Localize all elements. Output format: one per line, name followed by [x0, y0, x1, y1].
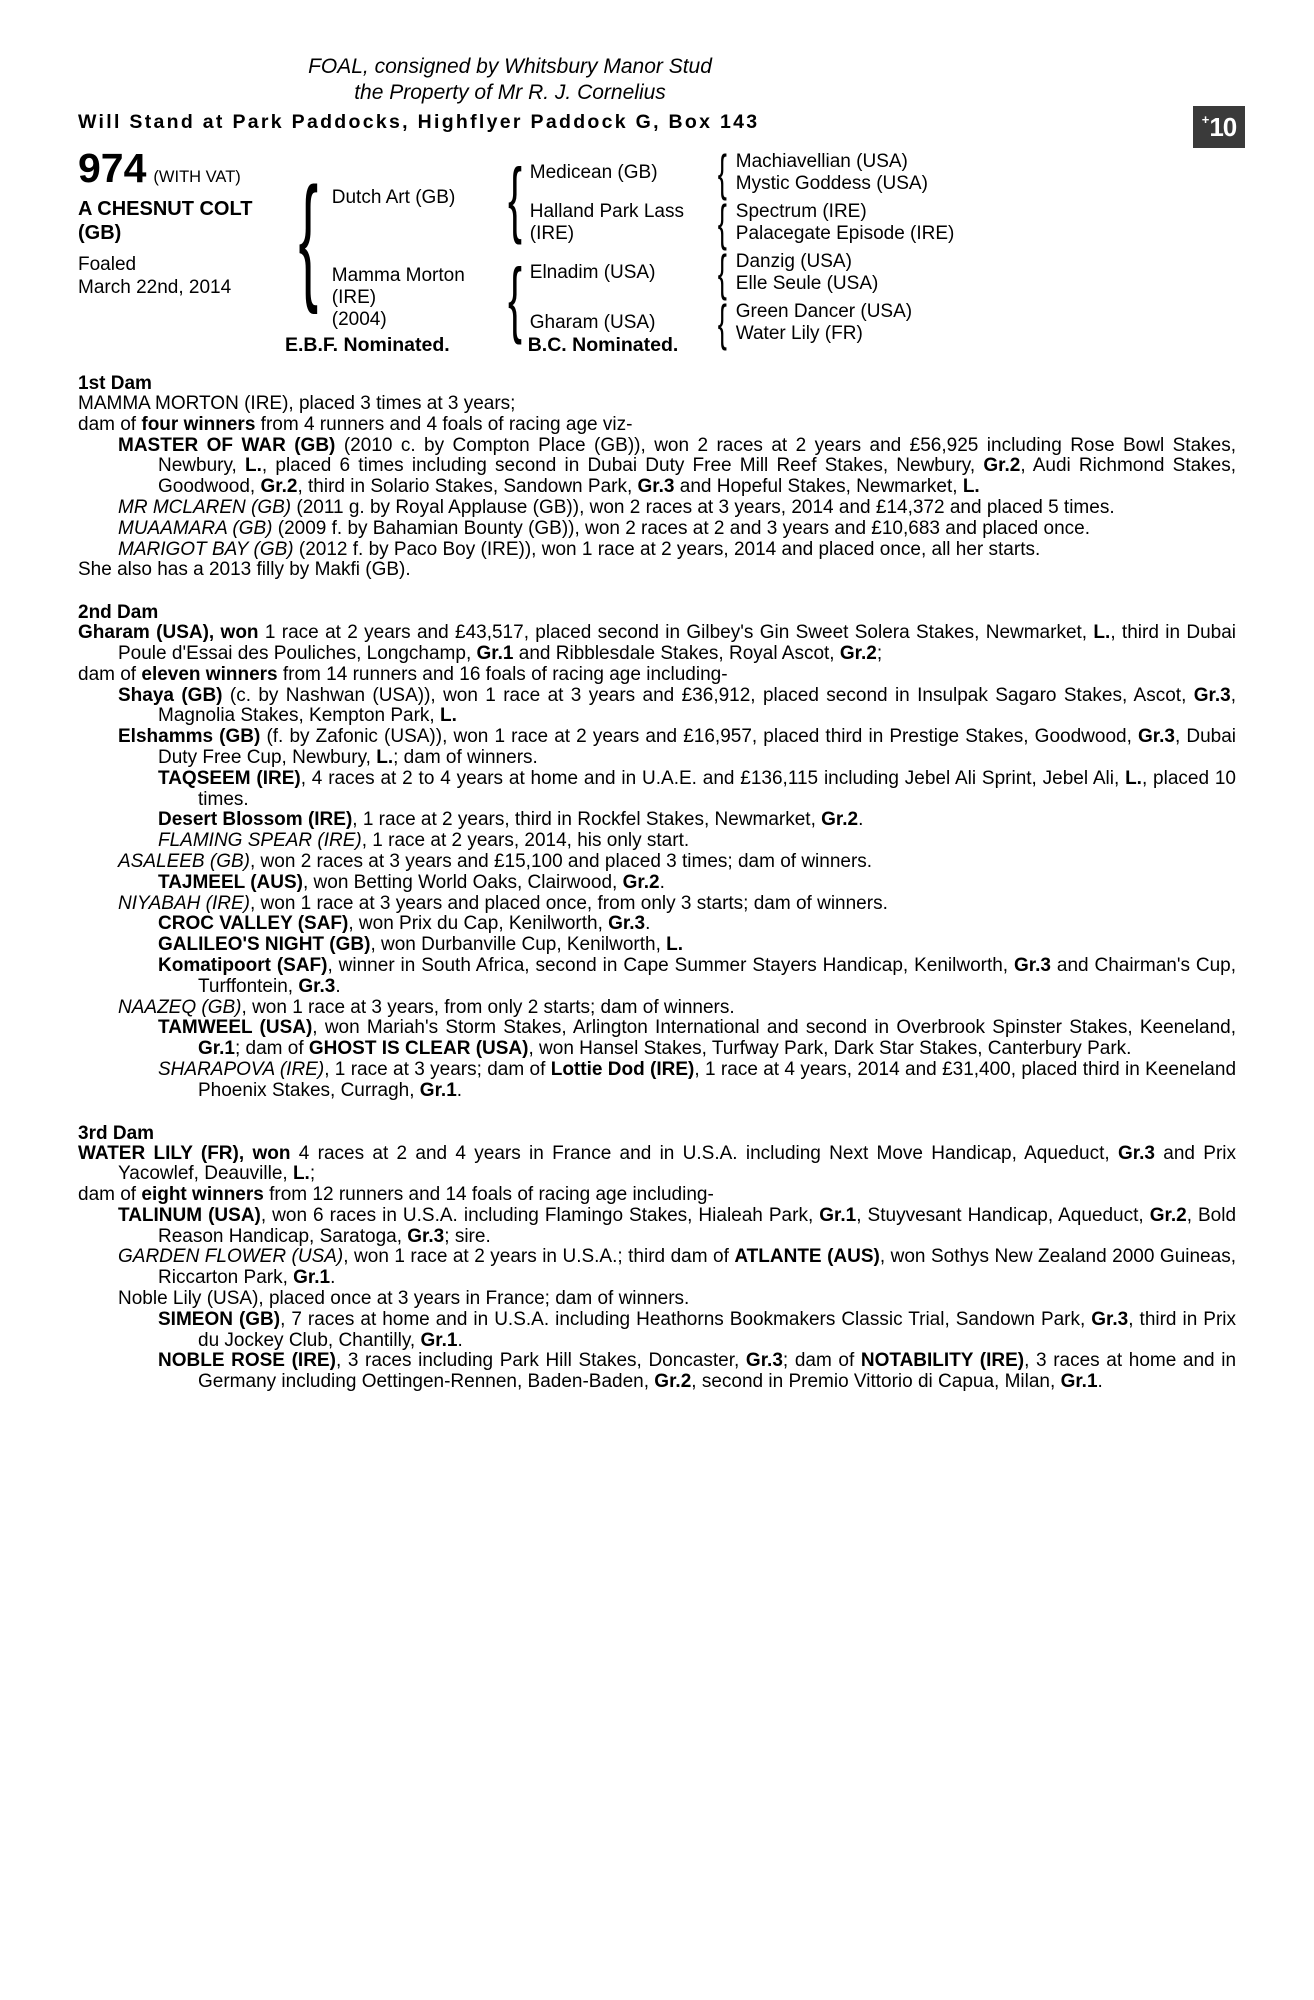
text-segment: Gr.2 — [983, 455, 1021, 477]
text-segment: . — [858, 809, 864, 831]
dam-sire-parents — [736, 248, 1236, 298]
text-segment: (2012 f. by Paco Boy (IRE)), won 1 race at 2 years, 2014 and placed once, all her starts. — [293, 538, 1041, 560]
catalog-paragraph — [78, 1018, 1236, 1060]
catalog-paragraph — [78, 1310, 1236, 1352]
text-segment: , third in Dubai Poule d'Essai des Pouliches, Longchamp, — [118, 622, 1237, 664]
sire-sire-quarter — [529, 145, 1236, 201]
text-segment: Elshamms (GB) — [118, 726, 261, 748]
text-segment: FLAMING SPEAR (IRE) — [158, 830, 362, 852]
catalog-paragraph — [78, 394, 1236, 415]
text-segment: . — [659, 871, 665, 893]
section-2nd-dam — [78, 602, 1236, 1101]
text-segment: Gr.2 — [1149, 1204, 1187, 1226]
text-segment: Lottie Dod (IRE) — [550, 1058, 695, 1080]
text-segment: ; — [876, 642, 883, 664]
text-segment: Noble Lily (USA), placed once at 3 years in France; dam of winners. — [118, 1288, 690, 1310]
text-segment: and Prix Yacowlef, Deauville, — [118, 1142, 1236, 1185]
sire-parents — [529, 145, 1236, 251]
dam-dam-parents — [736, 298, 1236, 348]
text-segment: ; dam of — [234, 1038, 309, 1060]
catalog-paragraph — [78, 560, 1236, 581]
dam-parents — [529, 245, 1236, 351]
great-granddam-4: Water Lily (FR) — [735, 323, 863, 344]
text-segment: . — [335, 975, 341, 997]
text-segment: SIMEON (GB) — [158, 1308, 281, 1330]
catalog-paragraph — [78, 956, 1236, 998]
text-segment: , 7 races at home and in U.S.A. including Heathorns Bookmakers Classic Trial, Sandown Park, — [280, 1308, 1092, 1330]
foaled-date: March 22nd, 2014 — [78, 277, 232, 298]
section-3rd-dam — [78, 1123, 1236, 1394]
text-segment: , placed 10 times. — [198, 767, 1237, 810]
text-segment: , third in Prix du Jockey Club, Chantilly, — [198, 1308, 1236, 1351]
section-heading-3rd-dam: 3rd Dam — [78, 1122, 155, 1144]
text-segment: TAQSEEM (IRE) — [158, 767, 301, 789]
text-segment: L. — [1093, 622, 1111, 644]
text-segment: , 1 race at 2 years, third in Rockfel Stakes, Newmarket, — [352, 809, 822, 831]
vat-note: (WITH VAT) — [153, 168, 241, 186]
text-segment: (2011 g. by Royal Applause (GB)), won 2 races at 3 years, 2014 and £14,372 and placed 5 times. — [291, 496, 1115, 518]
section-heading-1st-dam: 1st Dam — [78, 373, 152, 394]
catalog-paragraph — [78, 436, 1236, 498]
logo-number: 10 — [1209, 111, 1237, 142]
text-segment: , 4 races at 2 to 4 years at home and in U.A.E. and £136,115 including Jebel Ali Sprint, Jebel Ali, — [300, 767, 1126, 789]
catalog-paragraph — [78, 665, 1236, 686]
text-segment: eleven winners — [141, 663, 278, 685]
text-segment: NIYABAH (IRE) — [118, 892, 250, 914]
text-segment: Gr.3 — [1193, 684, 1231, 706]
text-segment: TAMWEEL (USA) — [158, 1017, 313, 1039]
text-segment: L. — [1125, 767, 1142, 789]
sire-half — [331, 145, 1236, 251]
text-segment: , won Mariah's Storm Stakes, Arlington International and second in Overbrook Spinster Stakes, Keeneland, — [312, 1017, 1236, 1039]
text-segment: 4 races at 2 and 4 years in France and in U.S.A. including Next Move Handicap, Aqueduct, — [290, 1142, 1118, 1164]
text-segment: , won 1 race at 2 years in U.S.A.; third dam of — [343, 1246, 735, 1268]
text-segment: from 12 runners and 14 foals of racing age including- — [263, 1184, 714, 1206]
text-segment: (2010 c. by Compton Place (GB)), won 2 races at 2 years and £56,925 including Rose Bowl Stakes, Newbury, — [158, 434, 1236, 477]
text-segment: ; dam of winners. — [393, 746, 538, 768]
catalog-paragraph — [78, 498, 1236, 519]
great-grandsire-1: Machiavellian (USA) — [735, 151, 908, 172]
text-segment: Gr.1 — [419, 1079, 457, 1101]
catalog-paragraph — [78, 519, 1236, 540]
sale-book-logo — [1193, 106, 1245, 148]
sire-dam-name-line2: (IRE) — [529, 223, 575, 244]
logo-plus-icon: + — [1201, 111, 1210, 127]
text-segment: dam of — [78, 1184, 142, 1206]
lot-number-line — [78, 145, 285, 191]
text-segment: Gr.1 — [420, 1329, 458, 1351]
text-segment: 1 race at 2 years and £43,517, placed second in Gilbey's Gin Sweet Solera Stakes, Newmarket, — [258, 622, 1094, 644]
sire-dam-name-line1: Halland Park Lass — [529, 201, 684, 222]
catalog-paragraph — [78, 415, 1236, 436]
text-segment: Gr.3 — [637, 476, 675, 498]
text-segment: and Ribblesdale Stakes, Royal Ascot, — [513, 642, 840, 664]
text-segment: Gr.1 — [198, 1038, 235, 1060]
dam-sire-quarter — [529, 245, 1236, 301]
stand-location-line: Will Stand at Park Paddocks, Highflyer Paddock G, Box 143 — [78, 111, 760, 133]
dam-dam-name-line: Gharam (USA) — [529, 312, 656, 333]
section-paragraphs-2nd-dam — [78, 623, 1236, 1101]
text-segment: MASTER OF WAR (GB) — [118, 434, 336, 456]
brace-sire-dam-parents-icon: { — [718, 195, 728, 251]
dam-name-line1: Mamma Morton — [331, 265, 465, 286]
dam-name-line3: (2004) — [331, 309, 387, 330]
text-segment: , 3 races including Park Hill Stakes, Doncaster, — [335, 1350, 746, 1372]
text-segment: MARIGOT BAY (GB) — [118, 538, 294, 560]
text-segment: , 1 race at 3 years; dam of — [324, 1058, 551, 1080]
text-segment: SHARAPOVA (IRE) — [158, 1058, 325, 1080]
text-segment: Gr.3 — [1014, 954, 1051, 976]
dam-name-line2: (IRE) — [331, 287, 377, 308]
text-segment: NOBLE ROSE (IRE) — [158, 1350, 336, 1372]
catalog-paragraph — [78, 852, 1236, 873]
text-segment: eight winners — [141, 1184, 264, 1206]
sire-dam-name — [530, 198, 710, 248]
text-segment: L. — [666, 934, 684, 956]
text-segment: Gr.2 — [654, 1371, 692, 1393]
text-segment: Gr.3 — [298, 975, 336, 997]
text-segment: , won 2 races at 3 years and £15,100 and placed 3 times; dam of winners. — [250, 850, 873, 872]
foaled-block — [78, 253, 285, 299]
text-segment: , 1 race at 4 years, 2014 and £31,400, placed third in Keeneland Phoenix Stakes, Curragh, — [198, 1058, 1237, 1101]
lot-info — [78, 145, 285, 326]
text-segment: , won Betting World Oaks, Clairwood, — [302, 871, 623, 893]
catalog-paragraph — [78, 540, 1236, 561]
text-segment: GHOST IS CLEAR (USA) — [308, 1038, 529, 1060]
catalog-body — [78, 373, 1236, 1393]
catalog-paragraph — [78, 727, 1236, 769]
brace-dam-dam-parents-icon: { — [718, 295, 728, 351]
lot-number: 974 — [78, 145, 147, 191]
catalog-paragraph — [78, 1144, 1236, 1186]
lot-description — [78, 197, 285, 245]
text-segment: dam of — [78, 413, 142, 435]
text-segment: four winners — [141, 413, 256, 435]
dam-sire-name — [530, 248, 710, 298]
section-1st-dam — [78, 373, 1236, 581]
property-line: the Property of Mr R. J. Cornelius — [354, 81, 666, 104]
text-segment: Gr.3 — [407, 1225, 445, 1247]
section-heading-2nd-dam: 2nd Dam — [78, 602, 159, 624]
text-segment: L. — [376, 746, 394, 768]
text-segment: L. — [439, 705, 457, 727]
text-segment: . — [645, 913, 651, 935]
catalog-paragraph — [78, 623, 1236, 665]
catalog-paragraph — [78, 831, 1236, 852]
text-segment: , won 1 race at 3 years, from only 2 starts; dam of winners. — [241, 996, 735, 1018]
brace-generation1-icon: { — [298, 158, 319, 315]
brace-sire-parents-icon: { — [507, 151, 522, 245]
sire-name — [332, 148, 500, 248]
lot-description-line2: (GB) — [78, 222, 122, 244]
text-segment: ; — [309, 1163, 316, 1185]
text-segment: , won Prix du Cap, Kenilworth, — [348, 913, 609, 935]
text-segment: MR MCLAREN (GB) — [118, 496, 292, 518]
sire-dam-parents — [736, 198, 1236, 248]
text-segment: and Hopeful Stakes, Newmarket, — [674, 476, 963, 498]
catalog-paragraph — [78, 998, 1236, 1019]
text-segment: TAJMEEL (AUS) — [158, 871, 303, 893]
text-segment: (f. by Zafonic (USA)), won 1 race at 2 years and £16,957, placed third in Prestige Stakes, Goodwood, — [260, 726, 1138, 748]
text-segment: Gr.2 — [622, 871, 660, 893]
brace-dam-parents-icon: { — [507, 251, 522, 345]
great-grandsire-2: Spectrum (IRE) — [735, 201, 867, 222]
text-segment: , second in Premio Vittorio di Capua, Milan, — [691, 1371, 1061, 1393]
catalog-paragraph — [78, 1206, 1236, 1248]
text-segment: MAMMA MORTON (IRE), placed 3 times at 3 years; — [78, 393, 516, 414]
text-segment: Gr.2 — [260, 476, 298, 498]
catalog-paragraph — [78, 1247, 1236, 1289]
text-segment: , 3 races at home and in Germany including Oettingen-Rennen, Baden-Baden, — [198, 1350, 1237, 1393]
text-segment: , won 6 races in U.S.A. including Flamingo Stakes, Hialeah Park, — [260, 1204, 820, 1226]
text-segment: GALILEO'S NIGHT (GB) — [158, 934, 371, 956]
text-segment: Gr.2 — [821, 809, 859, 831]
text-segment: , won Hansel Stakes, Turfway Park, Dark Star Stakes, Canterbury Park. — [528, 1038, 1132, 1060]
text-segment: , winner in South Africa, second in Cape Summer Stayers Handicap, Kenilworth, — [327, 954, 1014, 976]
great-granddam-1: Mystic Goddess (USA) — [735, 173, 928, 194]
text-segment: She also has a 2013 filly by Makfi (GB). — [78, 559, 411, 581]
dam-name — [332, 248, 500, 348]
text-segment: Gr.1 — [293, 1267, 331, 1289]
text-segment: from 4 runners and 4 foals of racing age viz- — [255, 413, 633, 435]
text-segment: ASALEEB (GB) — [118, 850, 250, 872]
text-segment: NOTABILITY (IRE) — [860, 1350, 1025, 1372]
text-segment: . — [457, 1329, 463, 1351]
text-segment: L. — [962, 476, 980, 498]
text-segment: Gr.3 — [1137, 726, 1175, 748]
catalog-paragraph — [78, 894, 1236, 915]
text-segment: , won Durbanville Cup, Kenilworth, — [370, 934, 667, 956]
text-segment: , Stuyvesant Handicap, Aqueduct, — [856, 1204, 1150, 1226]
catalog-paragraph — [78, 935, 1236, 956]
text-segment: Gr.3 — [1117, 1142, 1155, 1164]
catalog-paragraph — [78, 1289, 1236, 1310]
catalog-paragraph — [78, 1351, 1236, 1393]
text-segment: . — [330, 1267, 336, 1289]
catalog-paragraph — [78, 914, 1236, 935]
text-segment: , Dubai Duty Free Cup, Newbury, — [158, 726, 1237, 768]
lot-description-line1: A CHESNUT COLT — [78, 198, 253, 220]
consignor-line: FOAL, consigned by Whitsbury Manor Stud — [308, 55, 712, 78]
text-segment: L. — [292, 1163, 310, 1185]
bc-nominated: B.C. Nominated. — [527, 334, 679, 356]
catalog-paragraph — [78, 1060, 1236, 1102]
section-paragraphs-3rd-dam — [78, 1144, 1236, 1394]
text-segment: L. — [245, 455, 262, 477]
sire-sire-parents — [736, 148, 1236, 198]
catalog-paragraph — [78, 686, 1236, 728]
text-segment: , placed 6 times including second in Dubai Duty Free Mill Reef Stakes, Newbury, — [261, 455, 984, 477]
catalog-paragraph — [78, 873, 1236, 894]
text-segment: , won 1 race at 3 years and placed once, from only 3 starts; dam of winners. — [249, 892, 888, 914]
text-segment: Komatipoort (SAF) — [158, 954, 328, 976]
text-segment: , 1 race at 2 years, 2014, his only start. — [361, 830, 690, 852]
text-segment: NAAZEQ (GB) — [118, 996, 242, 1018]
catalog-paragraph — [78, 769, 1236, 811]
great-grandsire-4: Green Dancer (USA) — [735, 301, 913, 322]
brace-dam-sire-parents-icon: { — [718, 245, 728, 301]
great-grandsire-3: Danzig (USA) — [735, 251, 852, 272]
text-segment: (c. by Nashwan (USA)), won 1 race at 3 years and £36,912, placed second in Insulpak Sagaro Stakes, Ascot, — [222, 684, 1194, 706]
text-segment: , won Sothys New Zealand 2000 Guineas, Riccarton Park, — [158, 1246, 1236, 1289]
text-segment: . — [1097, 1371, 1103, 1393]
text-segment: CROC VALLEY (SAF) — [158, 913, 349, 935]
sire-sire-name-line: Medicean (GB) — [529, 162, 658, 183]
text-segment: , Audi Richmond Stakes, Goodwood, — [158, 455, 1237, 498]
brace-sire-sire-parents-icon: { — [718, 145, 728, 201]
catalog-paragraph — [78, 1185, 1236, 1206]
ebf-nominated: E.B.F. Nominated. — [285, 334, 450, 356]
text-segment: Gr.3 — [608, 913, 646, 935]
text-segment: and Chairman's Cup, Turffontein, — [198, 954, 1237, 997]
sire-name-line: Dutch Art (GB) — [331, 187, 456, 208]
great-granddam-2: Palacegate Episode (IRE) — [735, 223, 955, 244]
text-segment: Gr.2 — [839, 642, 877, 664]
dam-sire-name-line: Elnadim (USA) — [529, 262, 656, 283]
text-segment: Shaya (GB) — [118, 684, 223, 706]
text-segment: Gr.1 — [476, 642, 514, 664]
foaled-label: Foaled — [78, 254, 137, 275]
text-segment: GARDEN FLOWER (USA) — [118, 1246, 344, 1268]
text-segment: TALINUM (USA) — [118, 1204, 261, 1226]
text-segment: from 14 runners and 16 foals of racing age including- — [277, 663, 728, 685]
text-segment: Gr.3 — [1091, 1308, 1129, 1330]
great-granddam-3: Elle Seule (USA) — [735, 273, 879, 294]
text-segment: ATLANTE (AUS) — [734, 1246, 880, 1268]
text-segment: Gr.1 — [1060, 1371, 1098, 1393]
section-paragraphs-1st-dam — [78, 394, 1236, 581]
text-segment: WATER LILY (FR), won — [78, 1142, 291, 1164]
text-segment: ; sire. — [444, 1225, 491, 1247]
text-segment: (2009 f. by Bahamian Bounty (GB)), won 2 races at 2 and 3 years and £10,683 and placed once. — [272, 517, 1090, 539]
text-segment: Gr.1 — [819, 1204, 857, 1226]
text-segment: Desert Blossom (IRE) — [158, 809, 353, 831]
text-segment: . — [456, 1079, 463, 1101]
page-header — [78, 54, 942, 106]
sire-sire-name — [530, 148, 710, 198]
text-segment: , Magnolia Stakes, Kempton Park, — [158, 684, 1236, 727]
text-segment: dam of — [78, 663, 142, 685]
text-segment: Gharam (USA), won — [78, 622, 259, 644]
catalog-paragraph — [78, 810, 1236, 831]
sire-dam-quarter — [529, 195, 1236, 251]
text-segment: MUAAMARA (GB) — [118, 517, 273, 539]
text-segment: ; dam of — [782, 1350, 861, 1372]
text-segment: , Bold Reason Handicap, Saratoga, — [158, 1204, 1237, 1247]
text-segment: , third in Solario Stakes, Sandown Park, — [297, 476, 638, 498]
text-segment: Gr.3 — [745, 1350, 783, 1372]
